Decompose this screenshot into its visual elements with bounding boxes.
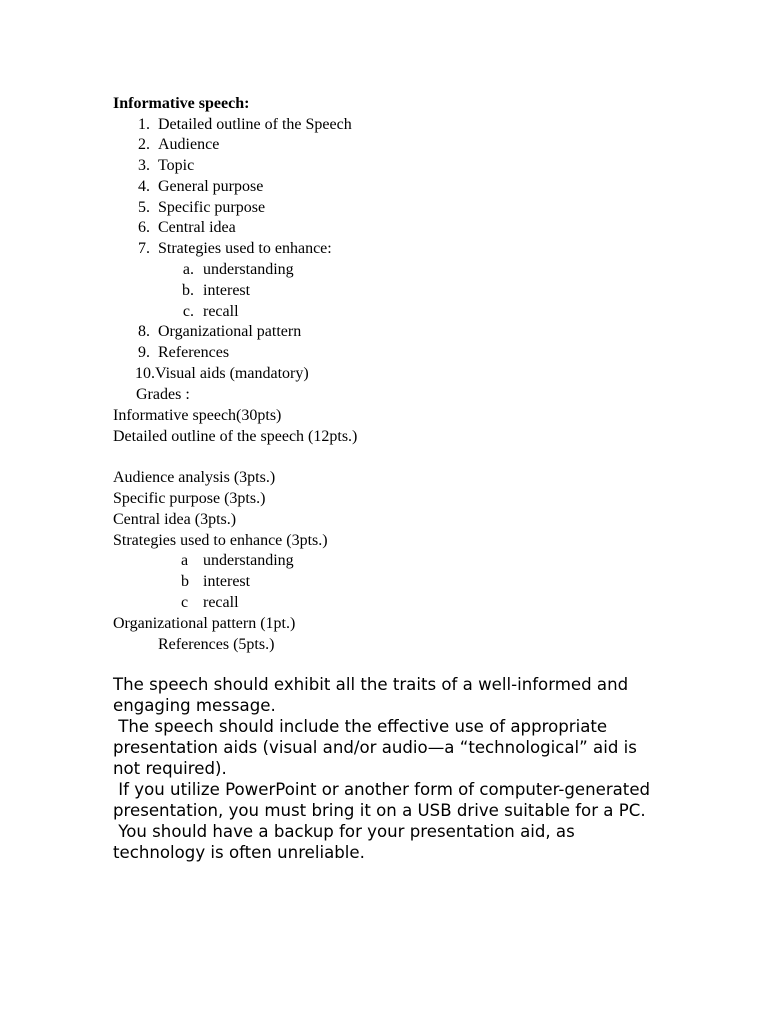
paragraph: The speech should include the effective use of appropriate presentation aids (visual and/or audio—a “technological” aid is not required). bbox=[113, 717, 643, 778]
list-item-visual-aids: 10.Visual aids (mandatory) bbox=[135, 365, 309, 383]
list-item-number: 4. bbox=[138, 177, 150, 195]
list-item-text: Organizational pattern bbox=[158, 323, 302, 341]
list-item-text: Detailed outline of the Speech bbox=[158, 115, 352, 133]
list-item-number: 7. bbox=[138, 240, 150, 258]
grade-sub-item-letter: c bbox=[181, 593, 189, 611]
grades-label: Grades : bbox=[136, 386, 190, 403]
list-item-text: Central idea bbox=[158, 219, 236, 237]
sub-list-item-text: interest bbox=[203, 281, 251, 299]
list-item-number: 3. bbox=[138, 157, 150, 175]
grade-sub-item-text: interest bbox=[203, 573, 251, 591]
list-item-text: Strategies used to enhance: bbox=[158, 240, 332, 258]
list-item-number: 1. bbox=[138, 115, 150, 133]
list-item-number: 2. bbox=[138, 136, 150, 154]
grade-sub-item-text: understanding bbox=[203, 552, 294, 570]
list-item-number: 9. bbox=[138, 344, 150, 362]
grade-sub-item-text: recall bbox=[203, 593, 239, 611]
grade-sub-item-letter: a bbox=[181, 552, 189, 570]
paragraph: The speech should exhibit all the traits of a well-informed and engaging message. bbox=[113, 675, 634, 715]
grade-line-text: Audience analysis (3pts.) bbox=[113, 469, 276, 487]
paragraph: You should have a backup for your presentation aid, as technology is often unreliable. bbox=[113, 822, 581, 862]
list-item-number: 8. bbox=[138, 323, 150, 341]
grade-sub-item bbox=[0, 572, 768, 593]
grade-line bbox=[0, 427, 768, 448]
grade-sub-item bbox=[0, 551, 768, 572]
sub-list-item-text: understanding bbox=[203, 261, 294, 279]
grade-line bbox=[0, 531, 768, 552]
grade-line-text: Informative speech(30pts) bbox=[113, 406, 282, 424]
grade-line bbox=[0, 468, 768, 489]
grade-blank-line bbox=[0, 447, 768, 468]
grade-line-text: Detailed outline of the speech (12pts.) bbox=[113, 427, 358, 445]
list-item-text: Audience bbox=[158, 136, 220, 154]
grade-line bbox=[0, 614, 768, 635]
grade-line-text: Strategies used to enhance (3pts.) bbox=[113, 531, 328, 549]
list-item-number: 6. bbox=[138, 219, 150, 237]
grade-sub-item bbox=[0, 593, 768, 614]
list-item-text: Specific purpose bbox=[158, 198, 266, 216]
grades-section bbox=[0, 385, 768, 655]
list-item-number: 5. bbox=[138, 198, 150, 216]
sub-list-item-text: recall bbox=[203, 302, 239, 320]
grade-sub-item-letter: b bbox=[181, 573, 189, 591]
sub-list-item-letter: b. bbox=[182, 281, 194, 299]
paragraph: If you utilize PowerPoint or another form of computer-generated presentation, you must bring it on a USB drive suitable for a PC. bbox=[113, 780, 656, 820]
grade-line-text: Central idea (3pts.) bbox=[113, 510, 237, 528]
grade-line-text: Organizational pattern (1pt.) bbox=[113, 614, 296, 632]
grade-line bbox=[0, 489, 768, 510]
instructions-paragraphs bbox=[113, 674, 656, 863]
grade-line bbox=[0, 406, 768, 427]
list-item-text: Topic bbox=[158, 157, 195, 175]
grade-line-text: References (5pts.) bbox=[158, 635, 275, 653]
grade-line bbox=[0, 510, 768, 531]
grade-line bbox=[0, 635, 768, 656]
sub-list-item-letter: a. bbox=[182, 261, 194, 279]
sub-list-item-letter: c. bbox=[182, 302, 194, 320]
grades-label-row bbox=[0, 385, 768, 406]
list-item-text: General purpose bbox=[158, 177, 264, 195]
grade-line-text: Specific purpose (3pts.) bbox=[113, 489, 266, 507]
list-item-text: References bbox=[158, 344, 230, 362]
document-heading: Informative speech: bbox=[113, 95, 250, 112]
